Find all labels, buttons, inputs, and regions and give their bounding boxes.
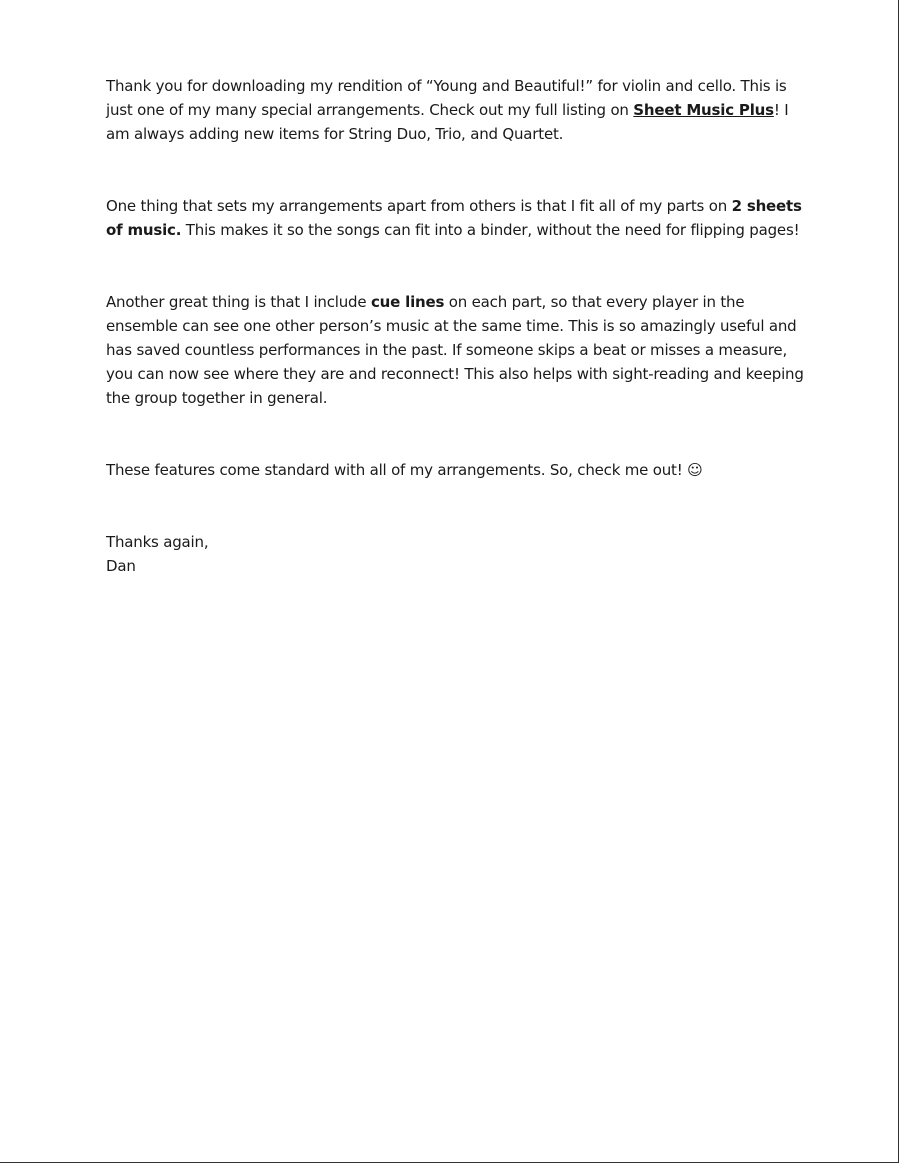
cue-lines-paragraph (106, 290, 806, 410)
features-paragraph (106, 458, 806, 482)
letter-body (106, 74, 806, 578)
two-sheets-text-end: This makes it so the songs can fit into a binder, without the need for flipping pages! (181, 221, 800, 239)
intro-paragraph (106, 74, 806, 146)
sheet-music-plus-link[interactable]: Sheet Music Plus (633, 101, 774, 119)
smiley-icon: ☺ (687, 461, 703, 479)
cue-lines-text-end: on each part, so that every player in the ensemble can see one other person’s music at the same time. This is so amazingly useful and has saved countless performances in the past. If someone skips a beat or misses a measure, you can now see where they are and reconnect! This also helps with sight-reading and keeping the group together in general. (106, 293, 804, 407)
two-sheets-paragraph (106, 194, 806, 242)
intro-text-start: Thank you for downloading my rendition of “Young and Beautiful!” for violin and cello. This is just one of my many special arrangements. Check out my full listing on (106, 77, 787, 119)
signature: Dan (106, 557, 136, 575)
cue-lines-text-start: Another great thing is that I include (106, 293, 371, 311)
two-sheets-emphasis: 2 sheets of music. (106, 197, 802, 239)
features-text: These features come standard with all of my arrangements. So, check me out! (106, 461, 688, 479)
closing-thanks: Thanks again, (106, 533, 209, 551)
intro-text-end: ! I am always adding new items for String Duo, Trio, and Quartet. (106, 101, 789, 143)
closing-block (106, 530, 806, 578)
cue-lines-emphasis: cue lines (370, 293, 445, 311)
two-sheets-text-start: One thing that sets my arrangements apart from others is that I fit all of my parts on (106, 197, 732, 215)
